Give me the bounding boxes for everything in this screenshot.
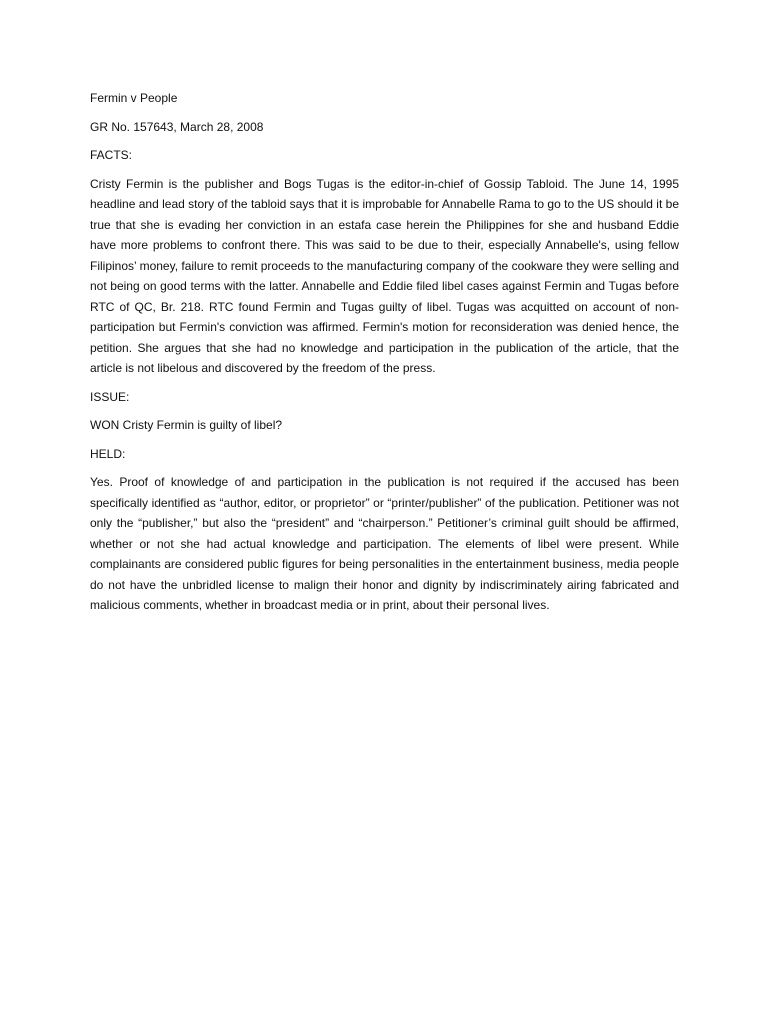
document-page <box>90 88 679 624</box>
issue-heading: ISSUE: <box>90 389 130 404</box>
issue-paragraph: WON Cristy Fermin is guilty of libel? <box>90 418 283 432</box>
case-citation: GR No. 157643, March 28, 2008 <box>90 119 264 134</box>
held-paragraph: Yes. Proof of knowledge of and participation in the publication is not required if the accused has been specifically identified as “author, editor, or proprietor” or “printer/publisher” of the publication. Petitioner was not only the “publisher,” but also the “president” and “chairperson.” Petitioner’s criminal guilt should be affirmed, whether or not she had actual knowledge and participation. The elements of libel were present. While complainants are considered public figures for being personalities in the entertainment business, media people do not have the unbridled license to malign their honor and dignity by indiscriminately airing fabricated and malicious comments, whether in broadcast media or in print, about their personal lives. <box>90 475 679 612</box>
case-title: Fermin v People <box>90 91 178 105</box>
facts-heading: FACTS: <box>90 148 133 162</box>
held-heading: HELD: <box>90 446 126 461</box>
facts-paragraph: Cristy Fermin is the publisher and Bogs Tugas is the editor-in-chief of Gossip Tabloid. The June 14, 1995 headline and lead story of the tabloid says that it is improbable for Annabelle Rama to go to the US should it be true that she is evading her conviction in an estafa case herein the Philippines for she and husband Eddie have more problems to confront there. This was said to be due to their, especially Annabelle's, using fellow Filipinos’ money, failure to remit proceeds to the manufacturing company of the cookware they were selling and not being on good terms with the latter. Annabelle and Eddie filed libel cases against Fermin and Tugas before RTC of QC, Br. 218. RTC found Fermin and Tugas guilty of libel. Tugas was acquitted on account of non-participation but Fermin's conviction was affirmed. Fermin's motion for reconsideration was denied hence, the petition. She argues that she had no knowledge and participation in the publication of the article, that the article is not libelous and discovered by the freedom of the press. <box>90 176 679 375</box>
